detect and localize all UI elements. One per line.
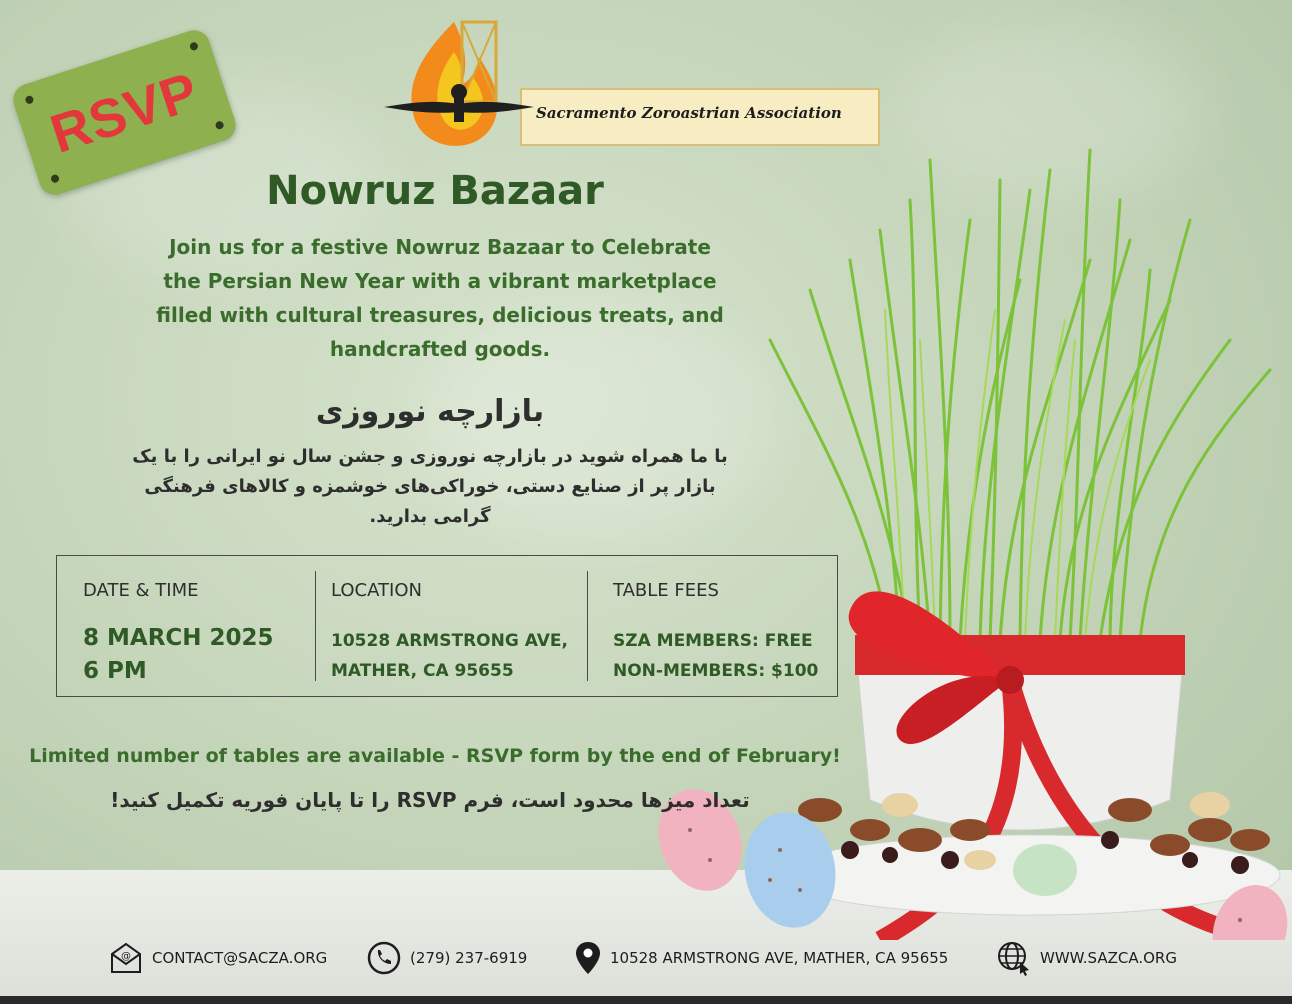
phone-icon <box>366 940 402 976</box>
globe-icon <box>996 940 1032 976</box>
contact-address[interactable] <box>574 940 948 976</box>
non-member-fee: NON-MEMBERS: $100 <box>613 661 819 681</box>
date-time-heading: DATE & TIME <box>83 580 199 601</box>
email-text[interactable]: CONTACT@SACZA.ORG <box>152 949 328 967</box>
location-value <box>331 626 568 686</box>
badge-rivet <box>189 41 199 51</box>
phone-text[interactable]: (279) 237-6919 <box>410 949 528 967</box>
bottom-border <box>0 996 1292 1004</box>
event-time: 6 PM <box>83 658 147 684</box>
event-title-fa: بازارچه نوروزی <box>315 394 545 429</box>
contact-website[interactable] <box>996 940 1177 976</box>
organization-name: Sacramento Zoroastrian Association <box>536 104 842 122</box>
rsvp-label: RSVP <box>43 60 206 165</box>
location-street: 10528 ARMSTRONG AVE, <box>331 631 568 651</box>
event-intro: Join us for a festive Nowruz Bazaar to Celebrate the Persian New Year with a vibrant marketplace filled with cultural treasures, delicious treats, and handcrafted goods. <box>156 235 724 361</box>
date-time-column <box>57 556 315 696</box>
rsvp-notice-fa: تعداد میزها محدود است، فرم RSVP را تا پایان فوریه تکمیل کنید! <box>110 788 750 812</box>
contact-phone[interactable] <box>366 940 527 976</box>
event-intro-fa: با ما همراه شوید در بازارچه نوروزی و جشن سال نو ایرانی را با یک بازار پر از صنایع دستی، خوراکی‌های خوشمزه و کالاهای فرهنگی گرامی بدارید. <box>132 446 728 527</box>
table-fees-heading: TABLE FEES <box>613 580 719 601</box>
location-column <box>315 556 587 696</box>
website-text[interactable]: WWW.SAZCA.ORG <box>1040 949 1177 967</box>
table-fees-column <box>587 556 837 696</box>
badge-rivet <box>24 95 34 105</box>
member-fee: SZA MEMBERS: FREE <box>613 631 813 651</box>
event-details-box <box>56 555 838 697</box>
badge-rivet <box>215 120 225 130</box>
date-time-value <box>83 622 274 688</box>
location-heading: LOCATION <box>331 580 422 601</box>
event-title: Nowruz Bazaar <box>266 168 604 214</box>
faravahar-flame-logo-icon <box>384 12 534 162</box>
contact-email[interactable] <box>108 940 327 976</box>
address-text[interactable]: 10528 ARMSTRONG AVE, MATHER, CA 95655 <box>610 949 949 967</box>
email-icon <box>108 940 144 976</box>
table-fees-value <box>613 626 818 686</box>
location-pin-icon <box>574 940 602 976</box>
badge-rivet <box>50 174 60 184</box>
sabzeh-illustration <box>650 140 1292 940</box>
location-city: MATHER, CA 95655 <box>331 661 514 681</box>
svg-text:@: @ <box>121 951 131 962</box>
rsvp-notice: Limited number of tables are available - RSVP form by the end of February! <box>29 745 841 767</box>
event-date: 8 MARCH 2025 <box>83 625 274 651</box>
